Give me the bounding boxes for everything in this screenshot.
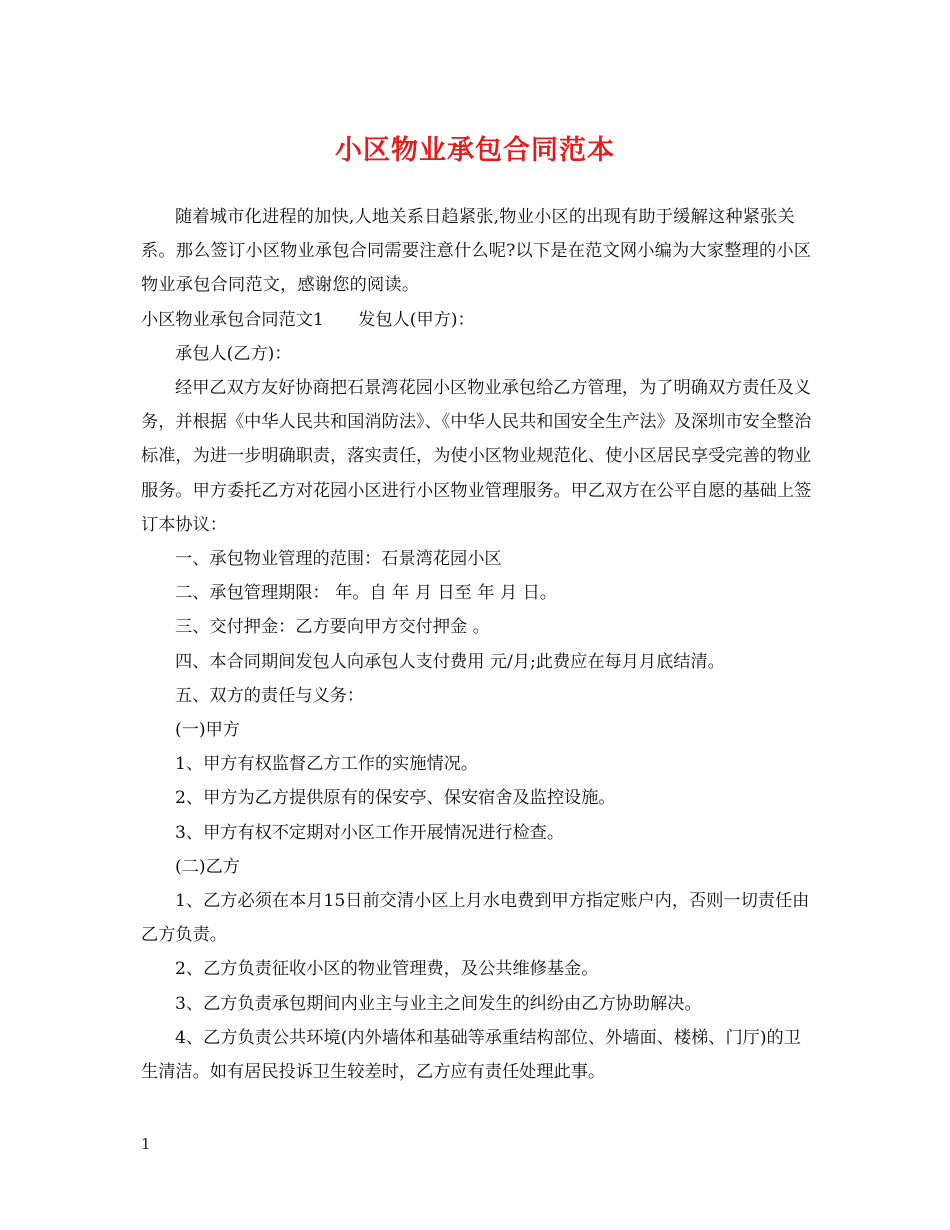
document-title: 小区物业承包合同范本 bbox=[335, 135, 615, 166]
clause-fee: 四、本合同期间发包人向承包人支付费用 元/月;此费应在每月月底结清。 bbox=[175, 651, 725, 672]
party-b-duty-3: 3、乙方负责承包期间内业主与业主之间发生的纠纷由乙方协助解决。 bbox=[175, 993, 702, 1014]
party-a-duty-3: 3、甲方有权不定期对小区工作开展情况进行检查。 bbox=[175, 822, 565, 843]
party-b-line: 承包人(乙方)： bbox=[175, 343, 292, 364]
contract-heading-line: 小区物业承包合同范文1 发包人(甲方)： bbox=[141, 309, 475, 330]
clause-deposit: 三、交付押金：乙方要向甲方交付押金 。 bbox=[175, 617, 490, 638]
party-b-heading: (二)乙方 bbox=[175, 856, 240, 877]
party-b-duty-4: 4、乙方负责公共环境(内外墙体和基础等承重结构部位、外墙面、楼梯、门厅)的卫生清洁。如有居民投诉卫生较差时，乙方应有责任处理此事。 bbox=[141, 1027, 801, 1083]
clause-duties-heading: 五、双方的责任与义务： bbox=[175, 685, 365, 706]
party-a-duty-2: 2、甲方为乙方提供原有的保安亭、保安宿舍及监控设施。 bbox=[175, 788, 616, 809]
intro-paragraph: 随着城市化进程的加快,人地关系日趋紧张,物业小区的出现有助于缓解这种紧张关系。那么签订小区物业承包合同需要注意什么呢?以下是在范文网小编为大家整理的小区物业承包合同范文，感谢您的阅读。 bbox=[141, 207, 812, 296]
document-body bbox=[141, 200, 813, 1089]
page-number: 1 bbox=[141, 1135, 151, 1153]
party-b-duty-2: 2、乙方负责征收小区的物业管理费，及公共维修基金。 bbox=[175, 959, 599, 980]
party-a-heading: (一)甲方 bbox=[175, 720, 240, 741]
clause-term: 二、承包管理期限： 年。自 年 月 日至 年 月 日。 bbox=[175, 583, 557, 604]
party-b-duty-1: 1、乙方必须在本月15日前交清小区上月水电费到甲方指定账户内，否则一切责任由乙方负责。 bbox=[141, 891, 810, 946]
agreement-preamble: 经甲乙双方友好协商把石景湾花园小区物业承包给乙方管理，为了明确双方责任及义务，并根据《中华人民共和国消防法》、《中华人民共和国安全生产法》及深圳市安全整治标准，为进一步明确职责，落实责任，为使小区物业规范化、使小区居民享受完善的物业服务。甲方委托乙方对花园小区进行小区物业管理服务。甲乙双方在公平自愿的基础上签订本协议： bbox=[141, 378, 812, 535]
party-a-duty-1: 1、甲方有权监督乙方工作的实施情况。 bbox=[175, 754, 479, 775]
clause-scope: 一、承包物业管理的范围：石景湾花园小区 bbox=[175, 549, 502, 570]
